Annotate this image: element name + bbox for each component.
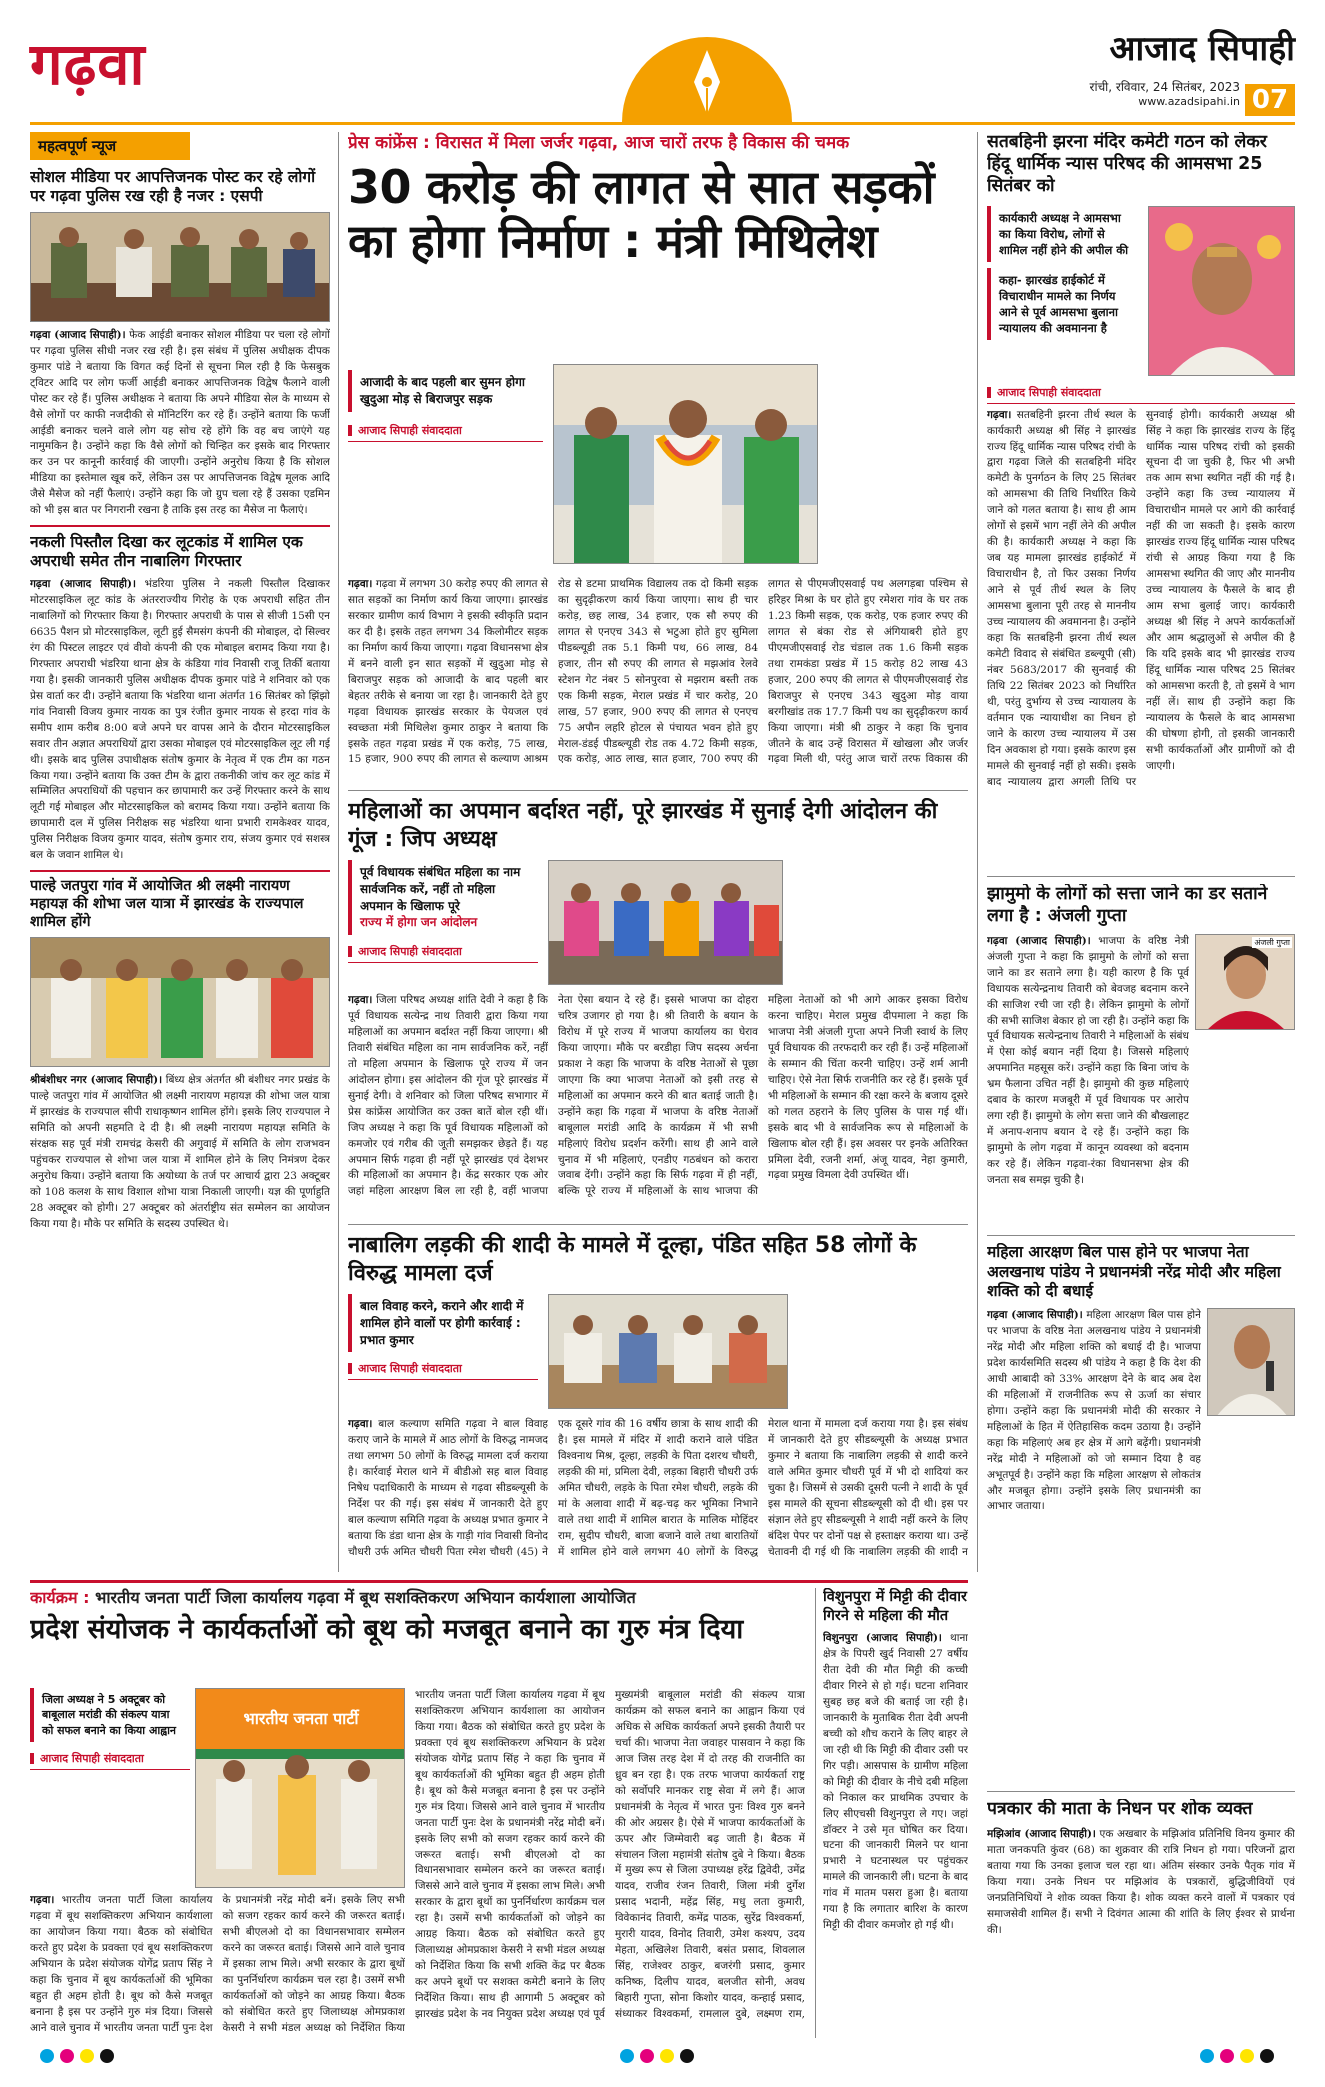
story-dateline: गढ़वा। (348, 994, 373, 1006)
story-dateline: श्रीबंशीधर नगर (आजाद सिपाही)। (30, 1074, 163, 1087)
lead-headline[interactable]: 30 करोड़ की लागत से सात सड़कों का होगा निर्माण : मंत्री मिथिलेश (348, 160, 935, 269)
lead-body (348, 577, 968, 777)
section-rule (987, 1235, 1295, 1236)
website-link[interactable]: www.azadsipahi.in (1138, 95, 1240, 108)
story-sidebar (348, 1294, 538, 1384)
story-body (823, 1631, 968, 1991)
print-registration-bar (620, 2048, 694, 2064)
story-headline[interactable]: महिला आरक्षण बिल पास होने पर भाजपा नेता अलखनाथ पांडेय ने प्रधानमंत्री नरेंद्र मोदी और महिला शक्ति को दी बधाई (987, 1243, 1281, 1301)
story-top-row (987, 206, 1295, 376)
story-dateline: मझिआंव (आजाद सिपाही)। (987, 1827, 1096, 1840)
byline: आजाद सिपाही संवाददाता (30, 1748, 190, 1770)
column-rule (338, 132, 339, 1572)
story-text: भंडरिया पुलिस ने नकली पिस्तौल दिखाकर मोटरसाइकिल लूट कांड के अंतरराज्यीय गिरोह के एक अपराधी सहित तीन नाबालिगों को गिरफ्तार किया है। गिरफ्तार अपराधी के पास से सीजी 15सी एन 6635 पैशन प्रो मोटरसाइकिल, लूटी हुई सैमसंग कंपनी की मोबाइल, दो सिल्वर रंग की पिस्टल लाइटर एवं वीवो कंपनी की एक मोबाइल बरामद किया गया है। गिरफ्तार अपराधी भंडरिया थाना क्षेत्र के कंडिया गांव निवासी राजू तिर्की बताया गया है। इसकी जानकारी पुलिस अधीक्षक दीपक कुमार पांडे ने शनिवार को एक प्रेस वार्ता कर दी। उन्होंने बताया कि भंडरिया थाना अंतर्गत 16 सितंबर को झिंझो गांव निवासी विजय कुमार नायक का पुत्र रंजीत कुमार नायक से हरदा गांव के समीप शाम करीब 8:00 बजे अपने घर वापस आने के दौरान मोटरसाइकिल सवार तीन अज्ञात अपराधियों द्वारा उसका मोबाइल एवं मोटरसाइकिल लूट ली गई थी। इसके बाद पुलिस उपाधीक्षक संतोष कुमार के नेतृत्व में एक टीम का गठन किया गया। उन्होंने बताया कि उक्त टीम के द्वारा तकनीकी जांच कर लूट कांड में सम्मिलित अपराधियों की पहचान कर छापामारी कर उन्हें गिरफ्तार करने के साथ लूटी गई मोबाइल और मोटरसाइकिल को बरामद किया गया। उन्होंने बताया कि छापामारी दल में पुलिस निरीक्षक सह भंडरिया थाना प्रभारी रामकेश्वर यादव, पुलिस निरीक्षक विजय कुमार यादव, संतोष कुमार राय, संजय कुमार एवं सशस्त्र बल के जवान शामिल थे। (30, 578, 330, 862)
magenta-dot-icon (1220, 2049, 1234, 2063)
byline: आजाद सिपाही संवाददाता (348, 420, 543, 442)
governor-meeting-photo (31, 938, 330, 1067)
magenta-dot-icon (60, 2049, 74, 2063)
kicker (348, 132, 968, 154)
story-sidebar (348, 860, 538, 967)
right-top-story (987, 132, 1295, 870)
story-blurb (348, 860, 538, 935)
minor-marriage-story (348, 1232, 968, 1572)
story-text: भाजपा के वरिष्ठ नेत्री अंजली गुप्ता ने कहा कि झामुमो के लोगों को सत्ता जाने का डर सताने लगा है। यही कारण है कि पूर्व विधायक सत्येन्द्रनाथ तिवारी को बेवजह बदनाम करने की साजिश रची जा रही है। लेकिन झामुमो के लोगों की सभी साजिश बेकार हो जा रही है। उन्होंने कहा कि पूर्व विधायक सत्येन्द्रनाथ तिवारी ने महिलाओं के संबंध में ऐसा कोई बयान नहीं दिया है। जिससे महिलाएं अपमानित महसूस करें। उन्होंने कहा कि बिना जांच के भ्रम फैलाना उचित नहीं है। झामुमो की कुछ महिलाएं दबाव के कारण मजबूरी में पूर्व विधायक पर आरोप लगा रही हैं। झामुमो के लोग सत्ता जाने की बौखलाहट में अनाप-शनाप बयान दे रहे हैं। उन्होंने कहा कि झामुमो के लोग गढ़वा में कानून व्यवस्था को बदनाम कर रहे हैं। लेकिन गढ़वा-रंका विधानसभा क्षेत्र की जनता सब समझ चुकी है। (987, 934, 1189, 1187)
section-label: महत्वपूर्ण न्यूज (30, 132, 190, 160)
story-text: जिला परिषद अध्यक्ष शांति देवी ने कहा है कि पूर्व विधायक सत्येन्द्र नाथ तिवारी द्वारा किया गया महिलाओं का अपमान बर्दाश्त नहीं किया जाएगा। श्री तिवारी संबंधित महिला का नाम सार्वजनिक करें, नहीं तो महिला अपमान के खिलाफ पूरे राज्य में जन आंदोलन होगा। इस आंदोलन की गूंज पूरे झारखंड में सुनाई देगी। वे शनिवार को जिला परिषद सभागार में प्रेस कांफ्रेंस आयोजित कर उक्त बातें बोल रही थीं। जिप अध्यक्ष ने कहा कि पूर्व विधायक महिलाओं को कमजोर एवं गरीब की जूती समझकर छेड़ते हैं। यह अपमान सिर्फ गढ़वा ही नहीं पूरे झारखंड एवं देशभर की महिलाओं का अपमान है। केंद्र सरकार एक ओर जहां महिला आरक्षण बिल ला रही है, वहीं भाजपा नेता ऐसा बयान दे रहे हैं। इससे भाजपा का दोहरा चरित्र उजागर हो गया है। श्री तिवारी के बयान के विरोध में पूरे राज्य में भाजपा कार्यालय का घेराव किया जाएगा। मौके पर बरडीहा जिप सदस्य अर्चना प्रकाश ने कहा कि भाजपा के वरिष्ठ नेताओं से पूछा जाएगा कि क्या भाजपा नेताओं को इसी तरह से महिलाओं का अपमान करने की बात बताई जाती है। उन्होंने कहा कि गढ़वा में भाजपा के वरिष्ठ नेताओं बाबूलाल मरांडी आदि के कार्यक्रम में भी सभी महिलाएं विरोध प्रदर्शन करेंगी। साथ ही आने वाले चुनाव में भी महिलाएं, एनडीए गठबंधन को करारा जवाब देंगी। उन्होंने कहा कि सिर्फ गढ़वा में ही नहीं, बल्कि पूरे राज्य में महिलाओं के साथ भाजपा की महिला नेताओं को भी आगे आकर इसका विरोध करना चाहिए। मेराल प्रमुख दीपमाला ने कहा कि भाजपा नेत्री अंजली गुप्ता अपने निजी स्वार्थ के लिए पूर्व विधायक की तरफदारी कर रही हैं। उन्हें महिलाओं के सम्मान की चिंता करनी चाहिए। उन्हें शर्म आनी चाहिए। ऐसे नेता सिर्फ राजनीति कर रहे हैं। इसके पूर्व भी महिलाओं के सम्मान की रक्षा करने के बजाय दूसरे को गलत ठहराने के लिए पुलिस के पास गई थीं। इसके बाद भी वे सार्वजनिक रूप से महिलाओं के खिलाफ बोल रही हैं। इस अवसर पर इनके अतिरिक्त प्रमिला देवी, रजनी शर्मा, अंजू यादव, नेहा कुमारी, गढ़वा प्रमुख विमला देवी उपस्थित थीं। (348, 994, 968, 1198)
women-press-photo (548, 860, 783, 985)
right-bottom-story (987, 1799, 1295, 2039)
story-body (30, 1073, 330, 1233)
story-blurb: कहा- झारखंड हाईकोर्ट में विचाराधीन मामले का निर्णय आने से पूर्व आमसभा बुलाना न्यायालय की अवमानना है (987, 268, 1142, 340)
karyakram-story (30, 1588, 808, 2043)
story-content (987, 934, 1295, 1214)
story-headline[interactable]: झामुमो के लोगों को सत्ता जाने का डर सताने लगा है : अंजली गुप्ता (987, 884, 1268, 926)
story-dateline: गढ़वा। (348, 1418, 373, 1430)
anjali-photo (1195, 934, 1295, 1030)
story-text: फेक आईडी बनाकर सोशल मीडिया पर चला रहे लोगों पर गढ़वा पुलिस सीधी नजर रख रही है। इस संबंध में पुलिस अधीक्षक दीपक कुमार पांडे ने बताया कि विगत कई दिनों से सूचना मिल रही है कि फेसबुक ट्विटर आदि पर लोग फर्जी आईडी बनाकर आपत्तिजनक विद्वेष फैलाने वाली पोस्ट कर रहे हैं। पुलिस अधीक्षक ने बताया कि अपने मीडिया सेल के माध्यम से वैसे लोगों पर काफी नजदीकी से मॉनिटरिंग कर रहे हैं। उन्होंने बताया कि फर्जी आईडी बनाकर चलने वाले लोग यह सोच रहे होंगे कि वह बच जाएंगे यह नामुमकिन है। उन्होंने कहा कि वैसे लोगों को चिन्हित कर इसके बाद गिरफ्तार कर उन पर कानूनी कार्रवाई की जाएगी। उन्होंने अनुरोध किया है कि सोशल मीडिया का इस्तेमाल खूब करें, लेकिन उस पर आपत्तिजनक विद्वेष मूलक आदि जैसे मैसेज को नहीं फैलाएं। उन्होंने कहा कि जो ग्रुप चला रहे हैं उसका एडमिन को भी इस बात पर निगरानी रखना है ताकि इस तरह का मैसेज ना फैलाएं। (30, 328, 330, 517)
story-body (348, 1417, 968, 1569)
black-dot-icon (1260, 2049, 1274, 2063)
alakhnath-photo (1207, 1308, 1295, 1416)
print-registration-bar (1200, 2048, 1274, 2064)
man-portrait-photo (1149, 207, 1295, 376)
story-content (987, 1308, 1295, 1778)
story-body (987, 408, 1295, 870)
story-dateline: गढ़वा (आजाद सिपाही)। (30, 328, 126, 341)
story-text: बिंध्य क्षेत्र अंतर्गत श्री बंशीधर नगर प्रखंड के पाल्हे जतपुरा गांव में आयोजित श्री लक्ष्मी नारायण महायज्ञ की शोभा जल यात्रा में झारखंड के राज्यपाल सीपी राधाकृष्णन शामिल होंगे। इसके लिए राज्यपाल ने समिति को अपनी सहमति दे दी है। श्री लक्ष्मी नारायण महायज्ञ समिति के संरक्षक सह पूर्व मंत्री रामचंद्र केसरी की अगुवाई में समिति के लोग राजभवन पहुंचकर राज्यपाल से शोभा जल यात्रा में शामिल होने के लिए निमंत्रण देकर अनुरोध किया। उन्होंने बताया कि अयोध्या के तर्ज पर आचार्य द्वारा 23 अक्टूबर को 108 कलश के साथ विशाल शोभा यात्रा निकाली जाएगी। यज्ञ की पूर्णाहुति 28 अक्टूबर को होगी। 27 अक्टूबर को अंतर्राष्ट्रीय संत सम्मेलन का आयोजन किया गया है। मौके पर समिति के सदस्य उपस्थित थे। (30, 1074, 330, 1230)
committee-meeting-photo (549, 1295, 788, 1409)
lead-blurb: आजादी के बाद पहली बार सुमन होगा खुदुआ मोड़ से बिराजपुर सड़क (348, 370, 543, 412)
story-dateline: गढ़वा (आजाद सिपाही)। (987, 1309, 1083, 1322)
blurb-line: राज्य में होगा जन आंदोलन (360, 915, 478, 930)
story-body (987, 1308, 1201, 1778)
black-dot-icon (100, 2049, 114, 2063)
wall-collapse-story (823, 1588, 968, 2038)
story-headline[interactable]: पत्रकार की माता के निधन पर शोक व्यक्त (987, 1799, 1253, 1819)
section-title: गढ़वा (30, 30, 146, 98)
pen-nib-sun-icon (612, 22, 802, 122)
byline: आजाद सिपाही संवाददाता (348, 941, 538, 963)
section-rule (348, 790, 968, 791)
yellow-dot-icon (80, 2049, 94, 2063)
story-dateline: गढ़वा। (30, 1894, 55, 1906)
woman-portrait-photo (1196, 935, 1295, 1030)
story-body-continued (415, 1688, 805, 2038)
print-registration-bar (40, 2048, 114, 2064)
story-sidebar (987, 206, 1142, 376)
story-body (348, 993, 968, 1215)
story-text: भारतीय जनता पार्टी जिला कार्यालय गढ़वा में बूथ सशक्तिकरण अभियान कार्यशाला का आयोजन किया गया। बैठक को संबोधित करते हुए प्रदेश के प्रवक्ता एवं बूथ सशक्तिकरण अभियान के प्रदेश संयोजक योगेंद्र प्रताप सिंह ने कहा कि चुनाव में बूथ कार्यकर्ताओं की भूमिका बहुत ही अहम होती है। बूथ को कैसे मजबूत बनाना है इस पर उन्होंने गुरु मंत्र दिया। जिससे आने वाले चुनाव में भारतीय जनता पार्टी पुनः देश के प्रधानमंत्री नरेंद्र मोदी बनें। इसके लिए सभी को सजग रहकर कार्य करने की जरूरत बताई। सभी बीएलओ दो का विधानसभावार सम्मेलन करने का जरूरत बताई। जिससे आने वाले चुनाव में इसका लाभ मिले। अभी सरकार के द्वारा बूथों का पुनर्निर्धारण कार्यक्रम चल रहा है। उसमें सभी कार्यकर्ताओं को जोड़ने का आग्रह किया। बैठक को संबोधित करते हुए जिलाध्यक्ष ओमप्रकाश केसरी ने सभी मंडल अध्यक्ष को निर्देशित किया (30, 1894, 405, 2034)
kicker-text: विरासत में मिला जर्जर गढ़वा, आज चारों तरफ है विकास की चमक (435, 133, 850, 153)
story-headline[interactable]: विशुनपुरा में मिट्टी की दीवार गिरने से महिला की मौत (823, 1589, 967, 1624)
story-dateline: गढ़वा। (987, 408, 1012, 421)
masthead (30, 22, 1295, 122)
masthead-rule (30, 122, 1295, 125)
story-body (30, 577, 330, 864)
story-body (987, 1827, 1295, 2027)
cyan-dot-icon (620, 2049, 634, 2063)
bjp-meeting-photo (195, 1688, 405, 1888)
yellow-dot-icon (1240, 2049, 1254, 2063)
right-low-story (987, 1243, 1295, 1785)
section-rule (987, 876, 1295, 877)
cwc-meeting-photo (548, 1294, 788, 1409)
story-body (30, 328, 330, 519)
column-rule (815, 1588, 816, 2038)
portrait-photo (1148, 206, 1295, 376)
story-headline[interactable]: सतबहिनी झरना मंदिर कमेटी गठन को लेकर हिंदू धार्मिक न्यास परिषद की आमसभा 25 सितंबर को (987, 132, 1267, 196)
police-press-photo (31, 213, 330, 322)
lead-left-column (348, 370, 543, 446)
column-rule (977, 132, 978, 1572)
story-blurb: जिला अध्यक्ष ने 5 अक्टूबर को बाबूलाल मरांडी की संकल्प यात्रा को सफल बनाने का किया आह्वान (30, 1688, 190, 1742)
story-headline[interactable]: प्रदेश संयोजक ने कार्यकर्ताओं को बूथ को मजबूत बनाने का गुरु मंत्र दिया (30, 1613, 744, 1645)
story-blurb: बाल विवाह करने, कराने और शादी में शामिल होने वालों पर होगी कार्रवाई : प्रभात कुमार (348, 1294, 538, 1352)
story-text: महिला आरक्षण बिल पास होने पर भाजपा के वरिष्ठ नेता अलखनाथ पांडेय ने प्रधानमंत्री नरेंद्र मोदी और महिला शक्ति को बधाई दी है। भाजपा प्रदेश कार्यसमिति सदस्य श्री पांडेय ने कहा है कि देश की आधी आबादी को 33% आरक्षण देने के बाद अब देश की महिलाओं में राजनीतिक रूप से ऊर्जा का संचार होगा। उन्होंने कहा कि प्रधानमंत्री मोदी की सरकार ने महिलाओं के हित में ऐतिहासिक कदम उठाया है। उन्होंने कहा कि महिलाएं अब हर क्षेत्र में आगे बढ़ेंगी। प्रधानमंत्री नरेंद्र मोदी ने महिलाओं को जो सम्मान दिया है वह अभूतपूर्व है। उन्होंने कहा कि महिला आरक्षण से लोकतंत्र और मजबूत होगा। उन्होंने इसके लिए प्रधानमंत्री का आभार जताया। (987, 1309, 1201, 1513)
story-headline[interactable]: महिलाओं का अपमान बर्दाश्त नहीं, पूरे झारखंड में सुनाई देगी आंदोलन की गूंज : जिप अध्यक्ष (348, 799, 938, 852)
story-headline[interactable]: नकली पिस्तौल दिखा कर लूटकांड में शामिल एक अपराधी समेत तीन नाबालिग गिरफ्तार (30, 533, 303, 571)
press-conference-photo (549, 861, 783, 985)
lead-story (348, 132, 968, 784)
story-sidebar (30, 1688, 190, 1774)
left-column (30, 132, 330, 1572)
minister-garland-photo (554, 365, 818, 564)
story-headline[interactable]: सोशल मीडिया पर आपत्तिजनक पोस्ट कर रहे लोगों पर गढ़वा पुलिस रख रही है नजर : एसपी (30, 168, 316, 205)
divider (30, 525, 330, 527)
black-dot-icon (680, 2049, 694, 2063)
story-text: एक अखबार के मझिआंव प्रतिनिधि विनय कुमार की माता जनकपति कुंवर (68) का शुक्रवार की रात्रि निधन हो गया। परिजनों द्वारा बताया गया कि उनका इलाज चल रहा था। अंतिम संस्कार उनके पैतृक गांव में किया गया। उनके निधन पर मझिआंव के पत्रकारों, बुद्धिजीवियों एवं जनप्रतिनिधियों ने शोक व्यक्त किया है। शोक व्यक्त करने वालों में पत्रकार एवं समाजसेवी शामिल हैं। सभी ने दिवंगत आत्मा की शांति के लिए ईश्वर से प्रार्थना की। (987, 1827, 1295, 1936)
section-rule (987, 1791, 1295, 1792)
kicker-label: प्रेस कांफ्रेंस : (348, 133, 430, 153)
section-rule (30, 1580, 968, 1583)
brand-block (1065, 24, 1295, 115)
byline: आजाद सिपाही संवाददाता (348, 1358, 538, 1380)
story-headline[interactable]: पाल्हे जतपुरा गांव में आयोजित श्री लक्ष्मी नारायण महायज्ञ की शोभा जल यात्रा में झारखंड के राज्यपाल शामिल होंगे (30, 878, 304, 930)
story-text: सतबहिनी झरना तीर्थ स्थल के कार्यकारी अध्यक्ष श्री सिंह ने झारखंड राज्य हिंदू धार्मिक न्यास परिषद रांची के द्वारा गढ़वा जिले की सतबहिनी मंदिर कमेटी के पुनर्गठन के लिए 25 सितंबर को आमसभा की तिथि निर्धारित किये जाने को गलत बताया है। साथ ही आम लोगों से इसमें भाग नहीं लेने की अपील की है। कार्यकारी अध्यक्ष ने कहा कि जब यह मामला झारखंड हाईकोर्ट में विचाराधीन है, तो फिर उसका निर्णय आने से पूर्व तीर्थ स्थल के लिए आमसभा बुलाना पूरी तरह से माननीय उच्च न्यायालय की अवमानना है। उन्होंने कहा कि सतबहिनी झरना तीर्थ स्थल कमेटी विवाद से संबंधित डब्ल्यूपी (सी) नंबर 5683/2017 की सुनवाई की तिथि 22 सितंबर 2023 को निर्धारित थी, परंतु दुर्भाग्य से उच्च न्यायालय के वर्तमान एक न्यायाधीश का निधन हो जाने के कारण उच्च न्यायालय में उस दिन अवकाश हो गया। इसके कारण इस मामले की सुनवाई नहीं हो सकी। इसके बाद न्यायालय द्वारा अगली तिथि पर सुनवाई होगी। कार्यकारी अध्यक्ष श्री सिंह ने कहा कि झारखंड राज्य के हिंदू धार्मिक न्यास परिषद रांची को इसकी सूचना दी जा चुकी है, फिर भी अभी तक आम सभा स्थगित नहीं की गई है। उन्होंने कहा कि उच्च न्यायालय में विचाराधीन मामले पर आगे की कार्रवाई नहीं की जा सकती है। इसके कारण झारखंड राज्य हिंदू धार्मिक न्यास परिषद रांची से आग्रह किया गया है कि आमसभा स्थगित की जाए और माननीय उच्च न्यायालय के फैसले के बाद ही आम सभा बुलाई जाए। कार्यकारी अध्यक्ष श्री सिंह ने अपने कार्यकर्ताओं और आम श्रद्धालुओं से अपील की है कि यदि इसके बाद भी झारखंड राज्य हिंदू धार्मिक न्यास परिषद 25 सितंबर को आमसभा करती है, तो इसमें वे भाग नहीं लें। साथ ही उन्होंने कहा कि न्यायालय के फैसले के बाद आमसभा की घोषणा होगी, तो इसकी जानकारी सभी कार्यकर्ताओं और ग्रामीणों को दी जाएगी। (987, 408, 1295, 788)
edition-date: रांची, रविवार, 24 सितंबर, 2023 (1089, 80, 1240, 94)
minister-photo (553, 364, 818, 564)
cyan-dot-icon (40, 2049, 54, 2063)
page-number: 07 (1245, 84, 1295, 116)
story-headline[interactable]: नाबालिग लड़की की शादी के मामले में दूल्हा, पंडित सहित 58 लोगों के विरुद्ध मामला दर्ज (348, 1233, 917, 1286)
kicker-text: भारतीय जनता पार्टी जिला कार्यालय गढ़वा में बूथ सशक्तिकरण अभियान कार्यशाला आयोजित (95, 1588, 636, 1607)
divider (30, 870, 330, 872)
magenta-dot-icon (640, 2049, 654, 2063)
byline: आजाद सिपाही संवाददाता (987, 382, 1295, 404)
story-dateline: गढ़वा (आजाद सिपाही)। (30, 578, 136, 591)
women-story (348, 798, 968, 1218)
story-dateline: गढ़वा। (348, 578, 373, 590)
story-dateline: गढ़वा (आजाद सिपाही)। (987, 934, 1091, 947)
brand-name: आजाद सिपाही (1109, 29, 1295, 69)
story-dateline: विशुनपुरा (आजाद सिपाही)। (823, 1632, 942, 1645)
man-speaking-photo (1208, 1309, 1295, 1416)
blurb-line: पूर्व विधायक संबंधित महिला का नाम सार्वजनिक करें, नहीं तो महिला अपमान के खिलाफ पूरे (360, 865, 521, 913)
photo-caption-tag: अंजली गुप्ता (1254, 937, 1290, 947)
story-body (30, 1893, 405, 2038)
kicker-label: कार्यक्रम : (30, 1588, 90, 1607)
story-text: थाना क्षेत्र के पिपरी खुर्द निवासी 27 वर्षीय रीता देवी की मौत मिट्टी की कच्ची दीवार गिरने से हो गई। घटना शनिवार सुबह छह बजे की बताई जा रही है। जानकारी के मुताबिक रीता देवी अपनी बच्ची को शौच कराने के लिए बाहर ले जा रही थी कि मिट्टी की दीवार उसी पर गिर पड़ी। आसपास के ग्रामीण महिला को मिट्टी की दीवार के नीचे दबी महिला को निकाल कर प्राथमिक उपचार के लिए सीएचसी विशुनपुरा ले गए। जहां डॉक्टर ने उसे मृत घोषित कर दिया। घटना की जानकारी मिलने पर थाना प्रभारी ने घटनास्थल पर पहुंचकर मामले की जानकारी ली। घटना के बाद गांव में मातम पसरा हुआ है। बताया गया है कि लगातार बारिश के कारण मिट्टी की दीवार कमजोर हो गई थी। (823, 1632, 968, 1932)
right-mid-story (987, 884, 1295, 1229)
banner-text: भारतीय जनता पार्टी (243, 1709, 359, 1728)
story-text: भारतीय जनता पार्टी जिला कार्यालय गढ़वा में बूथ सशक्तिकरण अभियान कार्यशाला का आयोजन किया गया। बैठक को संबोधित करते हुए प्रदेश के प्रवक्ता एवं बूथ सशक्तिकरण अभियान के प्रदेश संयोजक योगेंद्र प्रताप सिंह ने कहा कि चुनाव में बूथ कार्यकर्ताओं की भूमिका बहुत ही अहम होती है। बूथ को कैसे मजबूत बनाना है इस पर उन्होंने गुरु मंत्र दिया। जिससे आने वाले चुनाव में भारतीय जनता पार्टी पुनः देश के प्रधानमंत्री नरेंद्र मोदी बनें। इसके लिए सभी को सजग रहकर कार्य करने की जरूरत बताई। सभी बीएलओ दो का विधानसभावार सम्मेलन करने का जरूरत बताई। जिससे आने वाले चुनाव में इसका लाभ मिले। अभी सरकार के द्वारा बूथों का पुनर्निर्धारण कार्यक्रम चल रहा है। उसमें सभी कार्यकर्ताओं को जोड़ने का आग्रह किया। बैठक को संबोधित करते हुए जिलाध्यक्ष ओमप्रकाश केसरी ने सभी मंडल अध्यक्ष को निर्देशित किया कि सभी शक्ति केंद्र पर बैठक कर अपने बूथों पर सशक्त कमेटी बनाने के लिए निर्देशित किया। साथ ही आगामी 5 अक्टूबर को झारखंड प्रदेश के नव नियुक्त प्रदेश अध्यक्ष एवं पूर्व मुख्यमंत्री बाबूलाल मरांडी की संकल्प यात्रा कार्यक्रम को सफल बनाने का आह्वान किया एवं अधिक से अधिक कार्यकर्ता अपने इसकी तैयारी पर चर्चा की। भाजपा नेता जवाहर पासवान ने कहा कि आज जिस तरह देश में दो तरह की राजनीति का ध्रुव बन रहा है। एक तरफ भाजपा कार्यकर्ता राष्ट्र को सर्वोपरि मानकर राष्ट्र सेवा में लगे हैं। आज प्रधानमंत्री के नेतृत्व में भारत पुनः विश्व गुरु बनने की ओर अग्रसर है। ऐसे में भाजपा कार्यकर्ताओं के ऊपर और जिम्मेवारी बढ़ जाती है। बैठक में संचालन जिला महामंत्री संतोष दुबे ने किया। बैठक में मुख्य रूप से जिला उपाध्यक्ष हरेंद्र द्विवेदी, उमेंद्र यादव, राजीव रंजन तिवारी, जिला मंत्री दुर्गेश प्रसाद भदानी, महेंद्र सिंह, मधु लता कुमारी, विवेकानंद तिवारी, कमेंद्र पाठक, सुरेंद्र विश्वकर्मा, मुरारी यादव, विनोद तिवारी, उमेश कश्यप, उदय मेहता, अखिलेश तिवारी, बसंत प्रसाद, शिवलाल सिंह, राजेश्वर ठाकुर, बजरंगी प्रसाद, कुमार कनिष्क, दिलीप यादव, बलजीत सोनी, अवध बिहारी गुप्ता, सोना किशोर यादव, कन्हाई प्रसाद, संध्याकर विश्वकर्मा, रामलाल दुबे, लक्ष्मण राम, (415, 1689, 805, 2021)
yellow-dot-icon (660, 2049, 674, 2063)
story-blurb: कार्यकारी अध्यक्ष ने आमसभा का किया विरोध, लोगों से शामिल नहीं होने की अपील की (987, 206, 1142, 262)
cyan-dot-icon (1200, 2049, 1214, 2063)
story-text: बाल कल्याण समिति गढ़वा ने बाल विवाह कराए जाने के मामले में आठ लोगों के विरुद्ध नामजद तथा लगभग 50 लोगों के विरुद्ध मामला दर्ज कराया है। कार्रवाई मेराल थाने में बीडीओ सह बाल विवाह निषेध पदाधिकारी के माध्यम से गढ़वा सीडब्ल्यूसी के निर्देश पर की गई। इस संबंध में जानकारी देते हुए बाल कल्याण समिति गढ़वा के अध्यक्ष प्रभात कुमार ने बताया कि डंडा थाना क्षेत्र के गाड़ी गांव निवासी विनोद चौधरी उर्फ अमित चौधरी पिता रमेश चौधरी (45) ने एक दूसरे गांव की 16 वर्षीय छात्रा के साथ शादी की है। इस मामले में मंदिर में शादी कराने वाले पंडित विश्वनाथ मिश्र, दूल्हा, लड़की के पिता दशरथ चौधरी, लड़की की मां, प्रमिला देवी, लड़का बिहारी चौधरी उर्फ अमित चौधरी, लड़के के पिता रमेश चौधरी, लड़के की मां के अलावा शादी में बढ़-चढ़ कर भूमिका निभाने वाले तथा शादी में शामिल बारात के मालिक मोहिंदर राम, सुदीप चौधरी, बाजा बजाने वाले तथा बारातियों में शामिल होने वाले लगभग 40 लोगों के विरुद्ध मेराल थाना में मामला दर्ज कराया गया है। इस संबंध में जानकारी देते हुए सीडब्ल्यूसी के अध्यक्ष प्रभात कुमार ने बताया कि नाबालिग लड़की से शादी करने वाले अमित कुमार चौधरी पूर्व में भी दो शादियां कर चुका है। जिसमें से उसकी दूसरी पत्नी ने शादी के पूर्व इस मामले की सूचना सीडब्ल्यूसी को दी थी। इस पर संज्ञान लेते हुए सीडब्ल्यूसी ने शादी नहीं करने के लिए बंदिश पेपर पर दोनों पक्ष से हस्ताक्षर कराया था। उन्हें चेतावनी दी गई थी कि नाबालिग लड़की की शादी न (348, 1418, 968, 1558)
story-photo (30, 937, 330, 1067)
kicker (30, 1588, 808, 1609)
story-photo (30, 212, 330, 322)
section-rule (348, 1224, 968, 1225)
story-text: गढ़वा में लगभग 30 करोड़ रुपए की लागत से सात सड़कों का निर्माण कार्य किया जाएगा। झारखंड सरकार ग्रामीण कार्य विभाग ने इसकी स्वीकृति प्रदान कर दी है। इसके तहत लगभग 34 किलोमीटर सड़क का निर्माण कार्य किया जाएगा। गढ़वा विधानसभा क्षेत्र में बनने वाली इन सात सड़कों में खुदुआ मोड़ से बिराजपुर सड़क को आजादी के बाद पहली बार बेहतर तरीके से बनाया जा रहा है। जानकारी देते हुए गढ़वा विधायक झारखंड सरकार के पेयजल एवं स्वच्छता मंत्री मिथिलेश कुमार ठाकुर ने बताया कि इसके तहत गढ़वा प्रखंड में एक करोड़, 75 लाख, 15 हजार, 900 रुपए की लागत से कल्याण आश्रम रोड से डटमा प्राथमिक विद्यालय तक दो किमी सड़क का सुदृढ़ीकरण कार्य किया जाएगा। साथ ही चार करोड़, छह लाख, 34 हजार, एक सौ रुपए की लागत से एनएच 343 से भटुआ होते हुए सुमिला पीडब्ल्यूडी तक 5.1 किमी पथ, 66 लाख, 84 हजार, तीन सौ रुपए की लागत से मझआंव रेलवे स्टेशन गेट नंबर 5 सोनपुरवा से मझराम बस्ती तक एक किमी सड़क, मेराल प्रखंड में चार करोड़, 20 लाख, 57 हजार, 900 रुपए की लागत से एनएच 75 अपौन लहरि होटल से पंचायत भवन होते हुए मेराल-डंडई पीडब्ल्यूडी रोड तक 4.72 किमी सड़क, एक करोड़, आठ लाख, सात हजार, 700 रुपए की लागत से पीएमजीएसवाई पथ अलगड़बा पश्चिम से हरिहर मिश्रा के घर होते हुए रमेशरा गांव के घर तक 1.23 किमी सड़क, एक करोड़, एक हजार रुपए की लागत से बंका रोड से अंगियाबरी होते हुए पीएमजीएसवाई रोड चंडाल तक 1.6 किमी सड़क तथा रामकंडा प्रखंड में 15 करोड़ 82 लाख 43 हजार, 200 रुपए की लागत से पीएमजीएसवाई रोड बिराजपुर से एनएच 343 खुदुआ मोड़ वाया बरगीखांड तक 17.7 किमी पथ का सुदृढ़ीकरण कार्य किया जाएगा। मंत्री श्री ठाकुर ने कहा कि चुनाव जीतने के बाद उन्हें विरासत में खोखला और जर्जर गढ़वा मिली थी, परंतु आज चारों तरफ विकास की (348, 578, 968, 766)
story-body (987, 934, 1189, 1214)
